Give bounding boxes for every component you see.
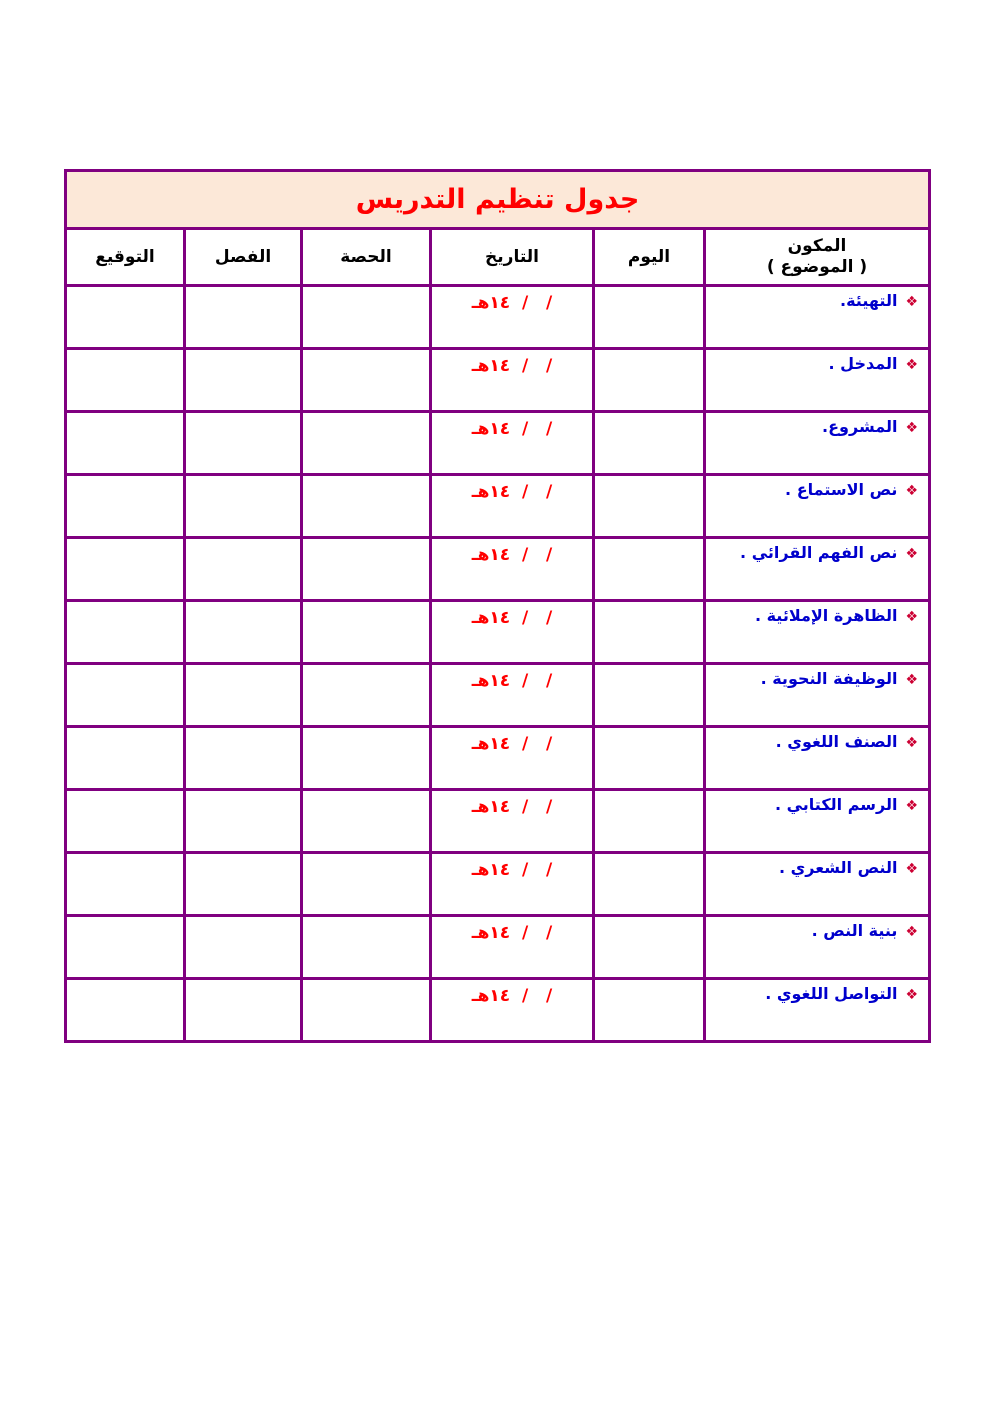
day-cell[interactable] — [594, 475, 705, 538]
signature-cell[interactable] — [66, 601, 185, 664]
diamond-bullet-icon: ❖ — [905, 609, 918, 625]
date-cell[interactable] — [431, 790, 594, 853]
header-row — [66, 229, 930, 286]
topic-cell — [705, 916, 930, 979]
day-cell[interactable] — [594, 916, 705, 979]
day-cell[interactable] — [594, 538, 705, 601]
signature-cell[interactable] — [66, 727, 185, 790]
signature-cell[interactable] — [66, 853, 185, 916]
period-cell[interactable] — [302, 601, 431, 664]
signature-cell[interactable] — [66, 349, 185, 412]
class-cell[interactable] — [185, 349, 302, 412]
header-period: الحصة — [302, 229, 431, 286]
period-cell[interactable] — [302, 979, 431, 1042]
table-row — [66, 664, 930, 727]
signature-cell[interactable] — [66, 412, 185, 475]
day-cell[interactable] — [594, 349, 705, 412]
table-row — [66, 538, 930, 601]
table-row — [66, 601, 930, 664]
header-component — [705, 229, 930, 286]
date-template: / / ١٤هـ — [471, 482, 553, 502]
topic-cell — [705, 538, 930, 601]
period-cell[interactable] — [302, 853, 431, 916]
date-cell[interactable] — [431, 916, 594, 979]
table-row — [66, 349, 930, 412]
date-template: / / ١٤هـ — [471, 860, 553, 880]
date-cell[interactable] — [431, 286, 594, 349]
class-cell[interactable] — [185, 790, 302, 853]
table-row — [66, 790, 930, 853]
period-cell[interactable] — [302, 664, 431, 727]
date-template: / / ١٤هـ — [471, 734, 553, 754]
class-cell[interactable] — [185, 979, 302, 1042]
header-component-line2: ( الموضوع ) — [766, 257, 868, 277]
period-cell[interactable] — [302, 412, 431, 475]
topic-text: النص الشعري . — [778, 858, 898, 877]
period-cell[interactable] — [302, 286, 431, 349]
signature-cell[interactable] — [66, 979, 185, 1042]
date-template: / / ١٤هـ — [471, 545, 553, 565]
topic-text: الرسم الكتابي . — [774, 795, 898, 814]
diamond-bullet-icon: ❖ — [905, 987, 918, 1003]
diamond-bullet-icon: ❖ — [905, 924, 918, 940]
topic-text: نص الفهم القرائي . — [740, 543, 898, 562]
topic-cell — [705, 979, 930, 1042]
header-class: الفصل — [185, 229, 302, 286]
topic-text: الظاهرة الإملائية . — [754, 606, 898, 625]
date-cell[interactable] — [431, 475, 594, 538]
diamond-bullet-icon: ❖ — [905, 294, 918, 310]
topic-text: المشروع. — [822, 417, 898, 436]
date-template: / / ١٤هـ — [471, 293, 553, 313]
signature-cell[interactable] — [66, 475, 185, 538]
diamond-bullet-icon: ❖ — [905, 357, 918, 373]
table-row — [66, 853, 930, 916]
period-cell[interactable] — [302, 349, 431, 412]
day-cell[interactable] — [594, 790, 705, 853]
day-cell[interactable] — [594, 979, 705, 1042]
table-row — [66, 916, 930, 979]
table-row — [66, 412, 930, 475]
date-cell[interactable] — [431, 412, 594, 475]
header-signature: التوقيع — [66, 229, 185, 286]
date-template: / / ١٤هـ — [471, 356, 553, 376]
table-title: جدول تنظيم التدريس — [355, 184, 640, 215]
day-cell[interactable] — [594, 601, 705, 664]
period-cell[interactable] — [302, 916, 431, 979]
date-cell[interactable] — [431, 664, 594, 727]
class-cell[interactable] — [185, 412, 302, 475]
class-cell[interactable] — [185, 286, 302, 349]
date-template: / / ١٤هـ — [471, 419, 553, 439]
signature-cell[interactable] — [66, 664, 185, 727]
date-cell[interactable] — [431, 727, 594, 790]
date-template: / / ١٤هـ — [471, 671, 553, 691]
period-cell[interactable] — [302, 538, 431, 601]
topic-cell — [705, 349, 930, 412]
topic-text: نص الاستماع . — [785, 480, 898, 499]
teaching-schedule-table — [64, 169, 931, 1043]
date-cell[interactable] — [431, 853, 594, 916]
diamond-bullet-icon: ❖ — [905, 798, 918, 814]
class-cell[interactable] — [185, 601, 302, 664]
date-cell[interactable] — [431, 979, 594, 1042]
signature-cell[interactable] — [66, 916, 185, 979]
signature-cell[interactable] — [66, 286, 185, 349]
header-component-line1: المكون — [787, 236, 847, 256]
table-row — [66, 727, 930, 790]
topic-cell — [705, 601, 930, 664]
topic-cell — [705, 286, 930, 349]
topic-cell — [705, 412, 930, 475]
class-cell[interactable] — [185, 475, 302, 538]
day-cell[interactable] — [594, 412, 705, 475]
class-cell[interactable] — [185, 916, 302, 979]
topic-text: الصنف اللغوي . — [775, 732, 898, 751]
day-cell[interactable] — [594, 286, 705, 349]
day-cell[interactable] — [594, 727, 705, 790]
table-row — [66, 475, 930, 538]
header-date: التاريخ — [431, 229, 594, 286]
topic-cell — [705, 853, 930, 916]
diamond-bullet-icon: ❖ — [905, 546, 918, 562]
topic-cell — [705, 790, 930, 853]
topic-cell — [705, 664, 930, 727]
diamond-bullet-icon: ❖ — [905, 861, 918, 877]
date-cell[interactable] — [431, 349, 594, 412]
topic-text: التهيئة. — [840, 291, 898, 310]
date-template: / / ١٤هـ — [471, 608, 553, 628]
signature-cell[interactable] — [66, 538, 185, 601]
topic-text: بنية النص . — [811, 921, 898, 940]
class-cell[interactable] — [185, 727, 302, 790]
topic-text: المدخل . — [828, 354, 898, 373]
date-template: / / ١٤هـ — [471, 797, 553, 817]
table-row — [66, 979, 930, 1042]
date-cell[interactable] — [431, 538, 594, 601]
diamond-bullet-icon: ❖ — [905, 672, 918, 688]
date-cell[interactable] — [431, 601, 594, 664]
day-cell[interactable] — [594, 853, 705, 916]
class-cell[interactable] — [185, 853, 302, 916]
period-cell[interactable] — [302, 727, 431, 790]
signature-cell[interactable] — [66, 790, 185, 853]
topic-cell — [705, 475, 930, 538]
title-row — [66, 171, 930, 229]
topic-text: التواصل اللغوي . — [765, 984, 898, 1003]
period-cell[interactable] — [302, 790, 431, 853]
diamond-bullet-icon: ❖ — [905, 735, 918, 751]
topic-text: الوظيفة النحوية . — [760, 669, 898, 688]
header-day: اليوم — [594, 229, 705, 286]
date-template: / / ١٤هـ — [471, 923, 553, 943]
title-cell — [66, 171, 930, 229]
topic-cell — [705, 727, 930, 790]
period-cell[interactable] — [302, 475, 431, 538]
diamond-bullet-icon: ❖ — [905, 420, 918, 436]
day-cell[interactable] — [594, 664, 705, 727]
date-template: / / ١٤هـ — [471, 986, 553, 1006]
class-cell[interactable] — [185, 664, 302, 727]
table-row — [66, 286, 930, 349]
schedule-body — [66, 286, 930, 1042]
diamond-bullet-icon: ❖ — [905, 483, 918, 499]
class-cell[interactable] — [185, 538, 302, 601]
